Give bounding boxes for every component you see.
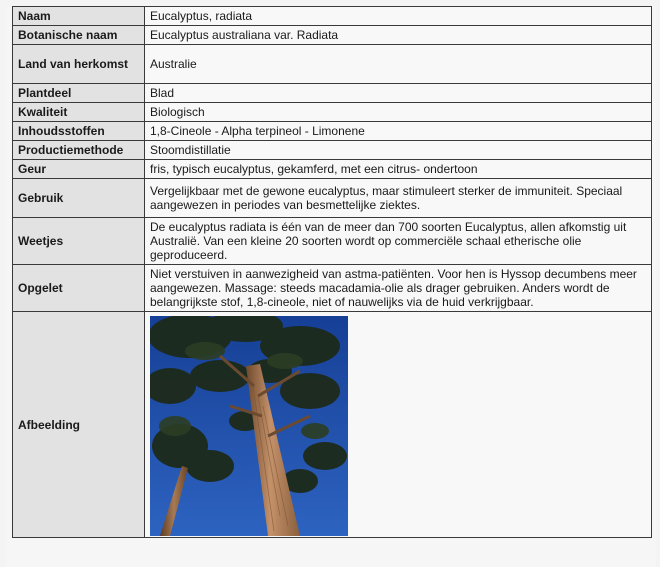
row-label-kwaliteit: Kwaliteit bbox=[13, 103, 145, 122]
row-label-land-van-herkomst: Land van herkomst bbox=[13, 45, 145, 84]
table-row bbox=[13, 103, 652, 122]
table-row bbox=[13, 218, 652, 265]
row-label-naam: Naam bbox=[13, 7, 145, 26]
document-sheet bbox=[6, 6, 656, 567]
row-value-geur: fris, typisch eucalyptus, gekamferd, met een citrus- ondertoon bbox=[145, 160, 652, 179]
table-row bbox=[13, 141, 652, 160]
row-value-kwaliteit: Biologisch bbox=[145, 103, 652, 122]
table-row bbox=[13, 160, 652, 179]
table-row bbox=[13, 265, 652, 312]
table-row bbox=[13, 179, 652, 218]
row-label-inhoudsstoffen: Inhoudsstoffen bbox=[13, 122, 145, 141]
row-value-weetjes: De eucalyptus radiata is één van de meer dan 700 soorten Eucalyptus, allen afkomstig uit Australië. Van een kleine 20 soorten wordt op commerciële schaal etherische olie geproduceerd. bbox=[145, 218, 652, 265]
row-value-botanische-naam: Eucalyptus australiana var. Radiata bbox=[145, 26, 652, 45]
row-label-gebruik: Gebruik bbox=[13, 179, 145, 218]
row-value-naam: Eucalyptus, radiata bbox=[145, 7, 652, 26]
row-value-opgelet: Niet verstuiven in aanwezigheid van astma-patiënten. Voor hen is Hyssop decumbens meer aangewezen. Massage: steeds macadamia-olie als drager gebruiken. Anders wordt de belangrijkste stof, 1,8-cineole, niet of nauwelijks via de huid verkrijgbaar. bbox=[145, 265, 652, 312]
table-row bbox=[13, 26, 652, 45]
table-row bbox=[13, 122, 652, 141]
table-row bbox=[13, 45, 652, 84]
table-row bbox=[13, 84, 652, 103]
row-value-inhoudsstoffen: 1,8-Cineole - Alpha terpineol - Limonene bbox=[145, 122, 652, 141]
row-value-afbeelding bbox=[145, 312, 652, 538]
row-value-gebruik: Vergelijkbaar met de gewone eucalyptus, maar stimuleert sterker de immuniteit. Speciaal aangewezen in periodes van besmettelijke ziektes. bbox=[145, 179, 652, 218]
row-label-productiemethode: Productiemethode bbox=[13, 141, 145, 160]
eucalyptus-tree-photo bbox=[150, 316, 348, 536]
row-label-afbeelding: Afbeelding bbox=[13, 312, 145, 538]
properties-table bbox=[12, 6, 652, 538]
row-label-opgelet: Opgelet bbox=[13, 265, 145, 312]
table-row bbox=[13, 7, 652, 26]
row-label-weetjes: Weetjes bbox=[13, 218, 145, 265]
row-label-geur: Geur bbox=[13, 160, 145, 179]
row-value-land-van-herkomst: Australie bbox=[145, 45, 652, 84]
table-row bbox=[13, 312, 652, 538]
row-label-plantdeel: Plantdeel bbox=[13, 84, 145, 103]
row-label-botanische-naam: Botanische naam bbox=[13, 26, 145, 45]
row-value-plantdeel: Blad bbox=[145, 84, 652, 103]
row-value-productiemethode: Stoomdistillatie bbox=[145, 141, 652, 160]
